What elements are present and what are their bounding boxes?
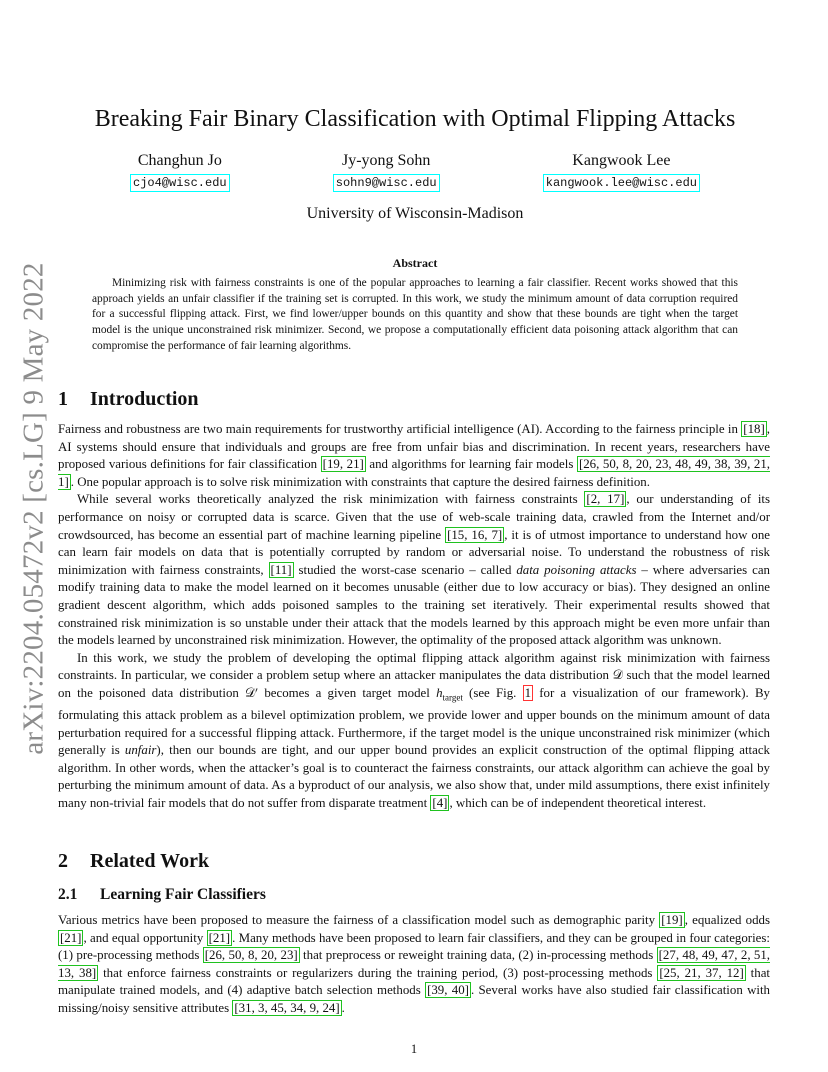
math-symbol: h [436, 685, 443, 700]
subsection-heading-learning-fair-classifiers [58, 886, 266, 904]
text-run: . One popular approach is to solve risk minimization with constraints that capture the desired fairness definition. [70, 474, 650, 489]
section-heading-introduction [58, 388, 199, 411]
citation-link[interactable]: [2, 17] [586, 492, 625, 507]
text-run: While several works theoretically analyzed the risk minimization with fairness constraints [77, 492, 585, 507]
citation-link[interactable]: [21] [60, 930, 82, 945]
abstract-heading: Abstract [392, 256, 438, 270]
citation-link[interactable]: [27, 48, 49, 47, 2, 51, 13, 38] [58, 948, 771, 980]
paragraph [58, 650, 770, 813]
text-run: , which can be of independent theoretical interest. [449, 796, 707, 811]
emphasis-text: unfair [124, 743, 157, 758]
text-run: Various metrics have been proposed to measure the fairness of a classification model such as demographic parity [58, 913, 660, 927]
abstract-text: Minimizing risk with fairness constraints is one of the popular approaches to learning a fair classifier. Recent works showed that this approach yields an unfair classifier if the training set is corrupted. In this work, we study the minimum amount of data corruption required for a successful flipping attack. First, we find lower/upper bounds on this quantity and show that these bounds are tight when the target model is the unique unconstrained risk minimizer. Second, we propose a computationally efficient data poisoning attack algorithm that can compromise the performance of fair learning algorithms. [92, 277, 738, 352]
citation-link[interactable]: [4] [432, 796, 448, 811]
text-run: . Several works have also studied fair classification with missing/noisy sensitive attributes [58, 983, 771, 1015]
citation-link[interactable]: [31, 3, 45, 34, 9, 24] [234, 1000, 340, 1015]
text-run: , it is of utmost importance to understand how one can learn fair models on data that is potentially corrupted by random or adversarial noise. To understand the robustness of risk minimization with fairness constraints, [58, 527, 770, 577]
emphasis-text: data poisoning attacks [516, 562, 637, 577]
citation-link[interactable]: [18] [743, 422, 765, 436]
author-name: Jy-yong Sohn [341, 152, 431, 169]
subsection-title: Learning Fair Classifiers [100, 886, 266, 903]
paper-title: Breaking Fair Binary Classification with Optimal Flipping Attacks [94, 106, 736, 132]
text-run: studied the worst-case scenario – called [293, 562, 517, 577]
text-run: (see Fig. [462, 685, 523, 700]
paragraph [58, 912, 770, 1018]
related-work-body [58, 912, 770, 1018]
text-run: that enforce fairness constraints or regularizers during the training period, (3) post-processing methods [98, 965, 658, 980]
author-name: Kangwook Lee [572, 152, 671, 169]
text-run: for a visualization of our framework). By formulating this attack problem as a bilevel optimization problem, we provide lower and upper bounds on the minimum amount of data perturbation required for a successful flipping attack. Furthermore, if the target model is the unique unconstrained risk minimizer (which generally is [58, 685, 770, 758]
arxiv-identifier-stamp [4, 261, 64, 755]
citation-link[interactable]: [26, 50, 8, 20, 23, 48, 49, 38, 39, 21, 1] [58, 457, 771, 489]
citation-link[interactable]: [19] [661, 913, 683, 927]
section-heading-related-work [58, 850, 209, 873]
author-block [130, 152, 230, 192]
section-number: 1 [58, 388, 68, 410]
paragraph [58, 491, 770, 649]
text-run: and algorithms for learning fair models [365, 457, 577, 472]
text-run: , AI systems should ensure that individuals and groups are free from unfair bias and discrimination. In recent years, researchers have proposed various definitions for fair classification [58, 422, 770, 472]
text-run: – where adversaries can modify training data to make the model learned on it becomes unusable (either due to low accuracy or bias). They designed an online gradient descent algorithm, which adds poisoned samples to the training set iteratively. Their experimental results showed that constrained risk minimization is so unstable under their attack that the models learned by this approach might be even more unfair than the models learned by unconstrained risk minimization. However, the optimality of the proposed attack algorithm was unknown. [58, 562, 770, 648]
section-title: Related Work [90, 850, 210, 872]
paragraph [58, 421, 770, 491]
citation-link[interactable]: [15, 16, 7] [447, 527, 503, 542]
text-run: that preprocess or reweight training data, (2) in-processing methods [299, 948, 657, 963]
author-email-link[interactable]: sohn9@wisc.edu [333, 174, 440, 192]
section-title: Introduction [90, 388, 199, 410]
arxiv-id-text: arXiv:2204.05472v2 [cs.LG] 9 May 2022 [17, 261, 50, 755]
author-block [543, 152, 700, 192]
citation-link[interactable]: [26, 50, 8, 20, 23] [204, 948, 298, 963]
author-name: Changhun Jo [137, 152, 222, 169]
citation-link[interactable]: [21] [208, 930, 231, 945]
author-email-link[interactable]: cjo4@wisc.edu [130, 174, 230, 192]
author-block [333, 152, 440, 192]
author-list [130, 152, 700, 192]
citation-link[interactable]: [11] [270, 562, 292, 577]
text-run: . Many methods have been proposed to learn fair classifiers, and they can be grouped in four categories: (1) pre-processing methods [58, 930, 771, 963]
citation-link[interactable]: [39, 40] [427, 983, 469, 998]
introduction-body [58, 421, 770, 813]
text-run: that manipulate trained models, and (4) adaptive batch selection methods [58, 965, 770, 998]
figure-ref-link[interactable]: 1 [524, 685, 532, 700]
page-number: 1 [410, 1042, 418, 1056]
text-run: . [341, 1000, 345, 1015]
math-subscript: target [442, 692, 463, 703]
text-run: , equalized odds [684, 913, 771, 927]
citation-link[interactable]: [25, 21, 37, 12] [659, 965, 744, 980]
subsection-number: 2.1 [58, 886, 78, 903]
text-run: , our understanding of its performance on noisy or corrupted data is scarce. Given that the use of web-scale training data, crawled from the Internet and/or crowdsourced, has become an essential part of machine learning pipeline [58, 492, 771, 542]
text-run: , and equal opportunity [83, 930, 207, 945]
text-run: ), then our bounds are tight, and our upper bound provides an explicit construction of the optimal flipping attack algorithm. In other words, when the attacker’s goal is to counteract the fairness constraints, our attack algorithm can achieve the goal by perturbing the minimum amount of data. As a byproduct of our analysis, we also show that, under mild assumptions, there exist infinitely many non-trivial fair models that do not suffer from disparate treatment [58, 743, 771, 811]
text-run: In this work, we study the problem of developing the optimal flipping attack algorithm against risk minimization with fairness constraints. In particular, we consider a problem setup where an attacker manipulates the data distribution 𝒟 such that the model learned on the poisoned data distribution 𝒟′ becomes a given target model [58, 650, 770, 700]
author-email-link[interactable]: kangwook.lee@wisc.edu [543, 174, 700, 192]
text-run: Fairness and robustness are two main requirements for trustworthy artificial intelligence (AI). According to the fairness principle in [58, 422, 742, 436]
citation-link[interactable]: [19, 21] [322, 457, 364, 472]
affiliation: University of Wisconsin-Madison [306, 205, 524, 222]
section-number: 2 [58, 850, 68, 872]
